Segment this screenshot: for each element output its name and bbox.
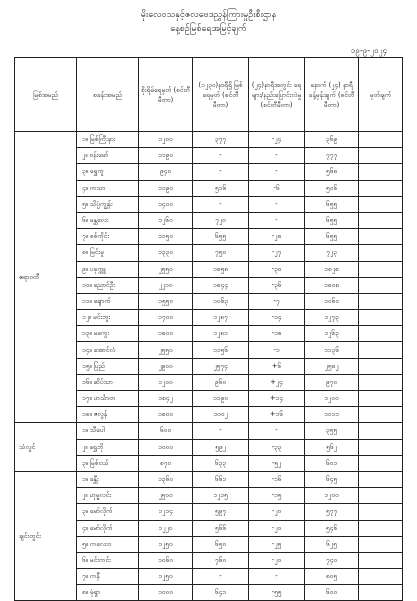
- danger-level: ၁၁၉၀: [139, 148, 193, 164]
- remark: [359, 407, 403, 423]
- level-change: -: [249, 164, 305, 180]
- level-change: -၁၄: [249, 310, 305, 326]
- remark: [359, 488, 403, 504]
- level-change: -၆: [249, 180, 305, 196]
- current-level: -: [193, 196, 249, 212]
- river-name: ချင်းတွင်း: [15, 471, 77, 601]
- remark: [359, 310, 403, 326]
- current-level: ၆၄၁: [193, 585, 249, 601]
- forecast-level: ၁၂၇၃: [305, 310, 359, 326]
- level-change: -၂၀: [249, 520, 305, 536]
- danger-level: ၁၈၀၀: [139, 407, 193, 423]
- danger-level: ၁၂၅၀: [139, 569, 193, 585]
- station-name: ၃။ မြစ်ငယ်: [77, 455, 139, 471]
- forecast-level: ၆၅၅: [305, 212, 359, 228]
- column-header-current-level: (၁၂၃၀)နာရီရှိ မြစ်ရေမှတ် (စင်တီမီတာ): [193, 58, 249, 132]
- report-title: မိုးလေဝသနှင့်ဇလဗေဒညွှန်ကြားမှုဦးစီးဌာန: [140, 10, 277, 20]
- danger-level: ၁၀၀၀: [139, 439, 193, 455]
- table-row: [15, 423, 403, 439]
- column-header-danger-level: စိုးရိမ်ရေမှတ် (စင်တီမီတာ): [139, 58, 193, 132]
- station-name: ၂။ ရွှေဘို: [77, 439, 139, 455]
- station-name: ၅။ ကလေးဝ: [77, 536, 139, 552]
- forecast-level: ၅၄၆: [305, 520, 359, 536]
- station-name: ၄။ ကသာ: [77, 180, 139, 196]
- level-change: +၁၆: [249, 407, 305, 423]
- danger-level: ၂၅၀၀: [139, 488, 193, 504]
- danger-level: ၆၀၀: [139, 423, 193, 439]
- danger-level: ၁၇၀၀: [139, 310, 193, 326]
- forecast-level: ၅၆၈: [305, 164, 359, 180]
- level-change: -: [249, 148, 305, 164]
- level-change: -၂၀: [249, 552, 305, 568]
- level-change: +၆: [249, 358, 305, 374]
- danger-level: ၁၁၉၀: [139, 180, 193, 196]
- danger-level: ၁၂၅၀: [139, 536, 193, 552]
- remark: [359, 342, 403, 358]
- remark: [359, 277, 403, 293]
- remark: [359, 261, 403, 277]
- danger-level: ၁၂၆၀: [139, 212, 193, 228]
- station-name: ၂။ ဟုမ္မလင်း: [77, 488, 139, 504]
- remark: [359, 520, 403, 536]
- current-level: ၆၆၁: [193, 471, 249, 487]
- station-name: ၂။ ဗန်းမော်: [77, 148, 139, 164]
- station-name: ၁၀။ ညောင်ဦး: [77, 277, 139, 293]
- station-name: ၃။ ရွှေကူ: [77, 164, 139, 180]
- forecast-level: ၉၇၀: [305, 374, 359, 390]
- forecast-level: ၅၇၇: [305, 504, 359, 520]
- remark: [359, 180, 403, 196]
- column-header-river: မြစ်အမည်: [15, 58, 77, 132]
- level-change: -၃၆: [249, 277, 305, 293]
- remark: [359, 552, 403, 568]
- danger-level: ၂၅၅၀: [139, 261, 193, 277]
- level-change: -၃၀: [249, 261, 305, 277]
- forecast-level: ၁၂၀၀: [305, 488, 359, 504]
- danger-level: ၁၀၀၀: [139, 585, 193, 601]
- forecast-level: ၆၀၁: [305, 455, 359, 471]
- level-change: -၇: [249, 293, 305, 309]
- danger-level: ၁၂၀၀: [139, 132, 193, 148]
- current-level: ၆၅၅: [193, 229, 249, 245]
- station-name: ၁၅။ ပြည်: [77, 358, 139, 374]
- forecast-level: ၇၇၇: [305, 148, 359, 164]
- current-level: ၆၅၀: [193, 536, 249, 552]
- current-level: ၉၆၀: [193, 374, 249, 390]
- level-change: -၁၅: [249, 488, 305, 504]
- station-name: ၁၆။ ဆိပ်သာ: [77, 374, 139, 390]
- forecast-level: ၃၅၅: [305, 423, 359, 439]
- current-level: ၁၁၅၆: [193, 342, 249, 358]
- current-level: -: [193, 569, 249, 585]
- level-change: +၂၄: [249, 374, 305, 390]
- current-level: ၁၀၀၂: [193, 407, 249, 423]
- station-name: ၁၃။ မကွေး: [77, 326, 139, 342]
- station-name: ၁။ မြစ်ကြီးနား: [77, 132, 139, 148]
- forecast-level: ၂၅၈၂: [305, 358, 359, 374]
- danger-level: ၉၄၀: [139, 164, 193, 180]
- remark: [359, 423, 403, 439]
- remark: [359, 569, 403, 585]
- current-level: ၆၃၃: [193, 455, 249, 471]
- forecast-level: ၅၆၂: [305, 439, 359, 455]
- current-level: ၁၀၆၃: [193, 293, 249, 309]
- station-name: ၁၇။ ဟင်္သာတ: [77, 391, 139, 407]
- remark: [359, 164, 403, 180]
- current-level: ၁၂၈၇: [193, 310, 249, 326]
- level-change: -: [249, 212, 305, 228]
- remark: [359, 132, 403, 148]
- station-name: ၁၁။ ချောက်: [77, 293, 139, 309]
- danger-level: ၂၉၀၀: [139, 358, 193, 374]
- forecast-level: ၁၀၁၁: [305, 407, 359, 423]
- danger-level: ၁၅၅၀: [139, 293, 193, 309]
- report-date: ၁၉-၉-၂၀၂၄: [350, 46, 387, 55]
- level-change: -၅၂: [249, 455, 305, 471]
- danger-level: ၁၂၁၄: [139, 504, 193, 520]
- level-change: -: [249, 196, 305, 212]
- remark: [359, 471, 403, 487]
- danger-level: ၁၁၅၀: [139, 229, 193, 245]
- current-level: -: [193, 164, 249, 180]
- table-row: [15, 132, 403, 148]
- current-level: ၅၆၆: [193, 520, 249, 536]
- danger-level: ၁၄၀၀: [139, 196, 193, 212]
- danger-level: ၁၃၃၀: [139, 245, 193, 261]
- level-change: -၅၅: [249, 585, 305, 601]
- level-change: -၂၀: [249, 504, 305, 520]
- forecast-level: ၆၅၅: [305, 229, 359, 245]
- remark: [359, 293, 403, 309]
- forecast-level: ၃၆၉: [305, 132, 359, 148]
- remark: [359, 245, 403, 261]
- remark: [359, 455, 403, 471]
- current-level: ၇၅၀: [193, 245, 249, 261]
- water-level-table: [14, 57, 403, 601]
- station-name: ၃။ မော်လိုက်: [77, 504, 139, 520]
- station-name: ၇။ စစ်ကိုင်း: [77, 229, 139, 245]
- forecast-level: ၆၅၅: [305, 196, 359, 212]
- remark: [359, 212, 403, 228]
- current-level: ၇၆၀: [193, 552, 249, 568]
- current-level: -: [193, 423, 249, 439]
- station-name: ၁။ ခန္တီး: [77, 471, 139, 487]
- current-level: ၃၇၇: [193, 132, 249, 148]
- remark: [359, 196, 403, 212]
- remark: [359, 326, 403, 342]
- level-change: +၁၄: [249, 391, 305, 407]
- report-subtitle: နေ့စဉ်မြစ်ရေအမြင့်ချက်: [170, 24, 247, 34]
- current-level: ၅၉၇: [193, 504, 249, 520]
- level-change: -၁၈: [249, 326, 305, 342]
- current-level: ၁၂၈၁: [193, 326, 249, 342]
- river-name: သံလွင်: [15, 423, 77, 472]
- level-change: -၂၇: [249, 245, 305, 261]
- level-change: -၁၆: [249, 471, 305, 487]
- station-name: ၈။ မြင်းမူ: [77, 245, 139, 261]
- current-level: ၁၈၄၄: [193, 277, 249, 293]
- remark: [359, 439, 403, 455]
- danger-level: ၁၃၆၀: [139, 471, 193, 487]
- station-name: ၁၈။ ဇလွန်: [77, 407, 139, 423]
- remark: [359, 585, 403, 601]
- station-name: ၈။ မုံရွာ: [77, 585, 139, 601]
- forecast-level: ၅၀၆: [305, 180, 359, 196]
- forecast-level: ၁၁၃၆: [305, 342, 359, 358]
- forecast-level: ၁၀၆၀: [305, 293, 359, 309]
- danger-level: ၁၈၄၂: [139, 391, 193, 407]
- remark: [359, 148, 403, 164]
- column-header-station: စခန်းအမည်: [77, 58, 139, 132]
- level-change: -၂၈: [249, 229, 305, 245]
- current-level: ၁၁၉၀: [193, 391, 249, 407]
- danger-level: ၈၇၀: [139, 455, 193, 471]
- current-level: ၂၅၇၄: [193, 358, 249, 374]
- forecast-level: ၆၄၅: [305, 471, 359, 487]
- forecast-level: ၁၈၂၈: [305, 261, 359, 277]
- current-level: ၅၁၆: [193, 180, 249, 196]
- river-name: ဧရာဝတီ: [15, 132, 77, 423]
- remark: [359, 391, 403, 407]
- remark: [359, 358, 403, 374]
- table-header-row: [15, 58, 403, 132]
- forecast-level: ၁၂၆၃: [305, 326, 359, 342]
- current-level: ၇၂၀: [193, 212, 249, 228]
- station-name: ၆။ မင်းကင်း: [77, 552, 139, 568]
- forecast-level: ၇၂၃: [305, 245, 359, 261]
- current-level: ၅၉၂: [193, 439, 249, 455]
- level-change: -၂၄: [249, 132, 305, 148]
- station-name: ၆။ မန္တလေး: [77, 212, 139, 228]
- station-name: ၉။ ပခုက္ကူ: [77, 261, 139, 277]
- column-header-forecast: နောက် (၂၄) နာရီ ခန့်မှန်းချက် (စင်တီမီတာ): [305, 58, 359, 132]
- danger-level: ၂၂၁၀: [139, 277, 193, 293]
- station-name: ၇။ ကနီ: [77, 569, 139, 585]
- forecast-level: ၆၂၅: [305, 536, 359, 552]
- remark: [359, 374, 403, 390]
- station-name: ၁၄။ အောင်လံ: [77, 342, 139, 358]
- remark: [359, 536, 403, 552]
- station-name: ၁၂။ မင်းဘူး: [77, 310, 139, 326]
- danger-level: ၂၅၅၀: [139, 342, 193, 358]
- station-name: ၄။ မော်လိုက်: [77, 520, 139, 536]
- level-change: -၃၃: [249, 439, 305, 455]
- table-row: [15, 471, 403, 487]
- station-name: ၅။ သိပ္ပံကျွန်း: [77, 196, 139, 212]
- level-change: -: [249, 569, 305, 585]
- danger-level: ၁၂၂၀: [139, 520, 193, 536]
- column-header-remarks: မှတ်ချက်: [359, 58, 403, 132]
- column-header-24h-change: (၂၄)နာရီအတွင်း ရေများ/နည်းပြောင်းလဲမှု (စင်တီမီတာ): [249, 58, 305, 132]
- station-name: ၁။ သီပေါ: [77, 423, 139, 439]
- forecast-level: ၁၂၀၀: [305, 391, 359, 407]
- forecast-level: ၈၀၅: [305, 569, 359, 585]
- level-change: -၁: [249, 342, 305, 358]
- remark: [359, 504, 403, 520]
- level-change: -၂၅: [249, 536, 305, 552]
- danger-level: ၁၂၀၀: [139, 374, 193, 390]
- current-level: ၁၈၅၈: [193, 261, 249, 277]
- danger-level: ၁၈၀၀: [139, 326, 193, 342]
- current-level: ၁၂၁၅: [193, 488, 249, 504]
- forecast-level: ၁၈၀၈: [305, 277, 359, 293]
- forecast-level: ၇၄၀: [305, 552, 359, 568]
- level-change: -: [249, 423, 305, 439]
- danger-level: ၁၀၆၀: [139, 552, 193, 568]
- remark: [359, 229, 403, 245]
- current-level: -: [193, 148, 249, 164]
- forecast-level: ၆၀၀: [305, 585, 359, 601]
